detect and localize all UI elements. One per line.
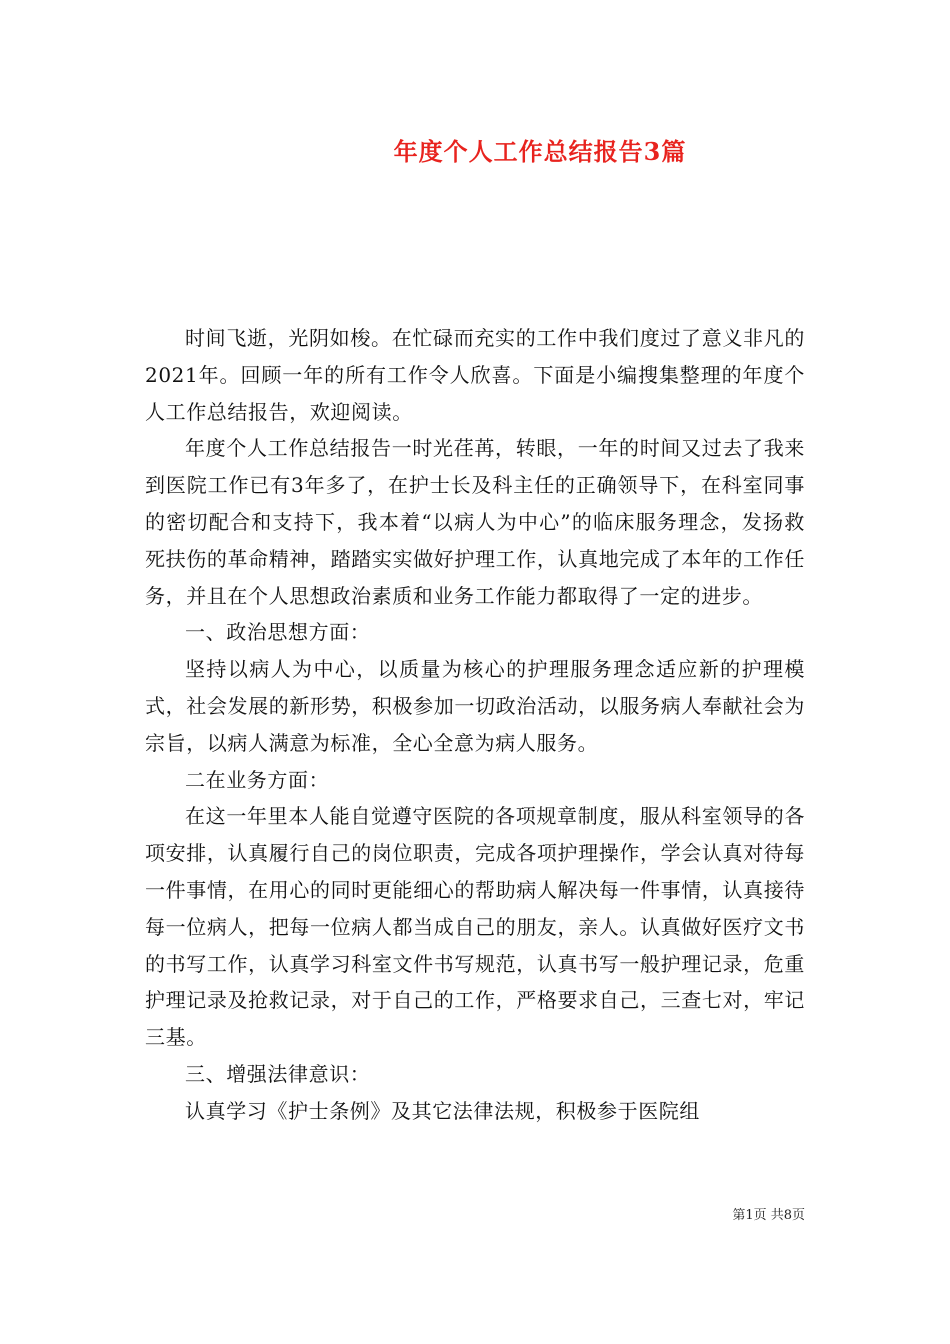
section-heading-law: 三、增强法律意识： [185, 1061, 371, 1086]
paragraph-business: 在这一年里本人能自觉遵守医院的各项规章制度，服从科室领导的各项安排，认真履行自己的岗位职责，完成各项护理操作，学会认真对待每一件事情，在用心的同时更能细心的帮助病人解决每一件事情，认真接待每一位病人，把每一位病人都当成自己的朋友，亲人。认真做好医疗文书的书写工作，认真学习科室文件书写规范，认真书写一般护理记录，危重护理记录及抢救记录，对于自己的工作，严格要求自己，三查七对，牢记三基。 [145, 804, 805, 1050]
page-number-footer: 第1页 共8页 [732, 1208, 805, 1223]
section-heading-politics: 一、政治思想方面： [185, 620, 371, 645]
document-body [145, 320, 805, 1130]
paragraph-intro: 时间飞逝，光阴如梭。在忙碌而充实的工作中我们度过了意义非凡的2021年。回顾一年的所有工作令人欣喜。下面是小编搜集整理的年度个人工作总结报告，欢迎阅读。 [145, 326, 805, 424]
paragraph-politics: 坚持以病人为中心，以质量为核心的护理服务理念适应新的护理模式，社会发展的新形势，积极参加一切政治活动，以服务病人奉献社会为宗旨，以病人满意为标准，全心全意为病人服务。 [145, 657, 805, 755]
paragraph-summary-opening: 年度个人工作总结报告一时光荏苒，转眼，一年的时间又过去了我来到医院工作已有3年多了，在护士长及科主任的正确领导下，在科室同事的密切配合和支持下，我本着“以病人为中心”的临床服务理念，发扬救死扶伤的革命精神，踏踏实实做好护理工作，认真地完成了本年的工作任务，并且在个人思想政治素质和业务工作能力都取得了一定的进步。 [145, 436, 805, 608]
paragraph-law: 认真学习《护士条例》及其它法律法规，积极参于医院组 [185, 1098, 700, 1123]
section-heading-business: 二在业务方面： [185, 767, 330, 792]
document-title: 年度个人工作总结报告3篇 [393, 137, 687, 166]
